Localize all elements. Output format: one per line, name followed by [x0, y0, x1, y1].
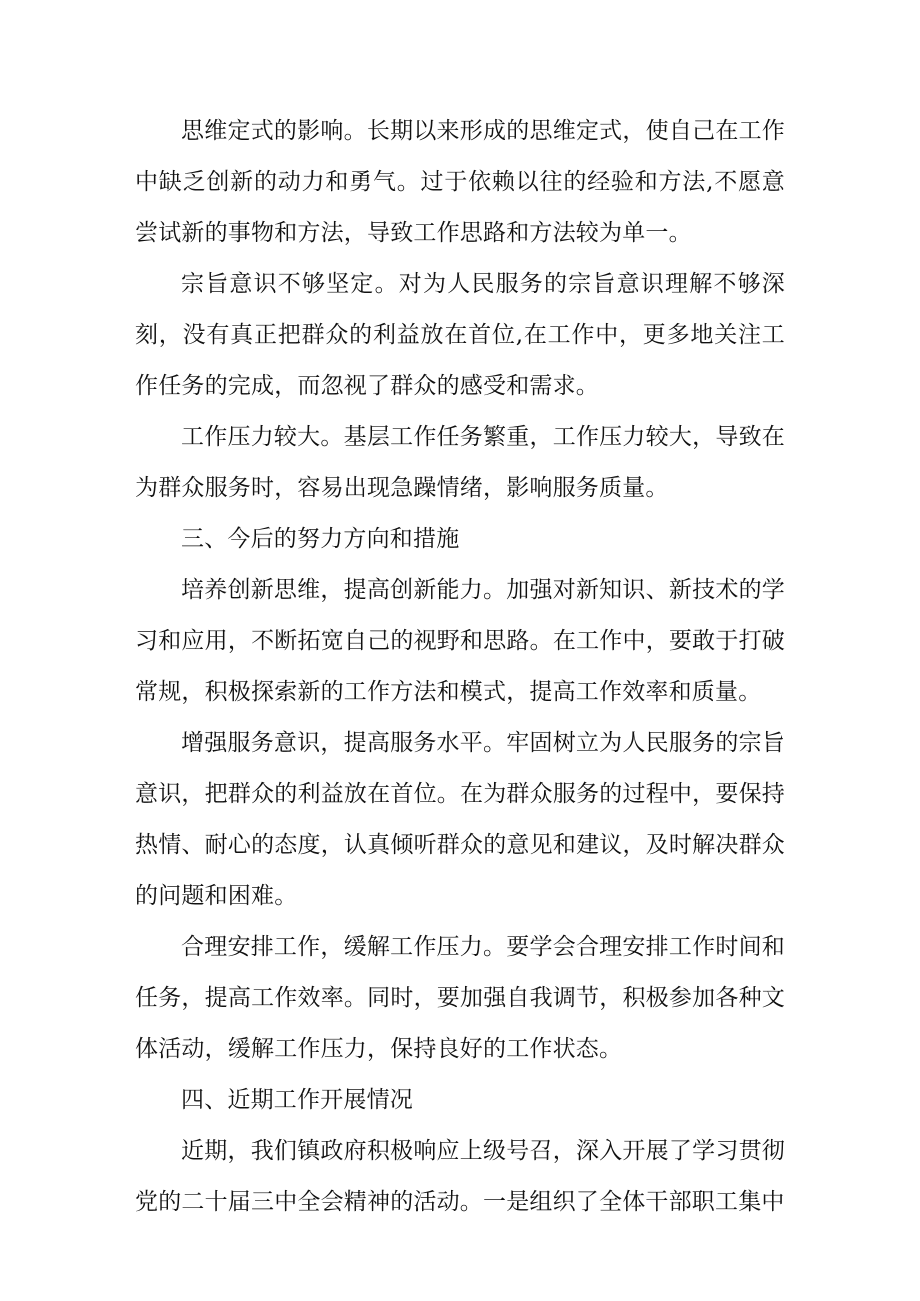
paragraph-recent-work: 近期，我们镇政府积极响应上级号召，深入开展了学习贯彻党的二十届三中全会精神的活动。一是组织了全体干部职工集中 [135, 1138, 785, 1215]
paragraph-work-pressure: 工作压力较大。基层工作任务繁重，工作压力较大，导致在为群众服务时，容易出现急躁情绪，影响服务质量。 [135, 424, 785, 501]
paragraph-innovation: 培养创新思维，提高创新能力。加强对新知识、新技术的学习和应用，不断拓宽自己的视野和思路。在工作中，要敢于打破常规，积极探索新的工作方法和模式，提高工作效率和质量。 [135, 577, 785, 705]
document-body [135, 106, 785, 1228]
paragraph-arrange-work: 合理安排工作，缓解工作压力。要学会合理安排工作时间和任务，提高工作效率。同时，要加强自我调节，积极参加各种文体活动，缓解工作压力，保持良好的工作状态。 [135, 934, 785, 1062]
paragraph-thinking-pattern: 思维定式的影响。长期以来形成的思维定式，使自己在工作中缺乏创新的动力和勇气。过于依赖以往的经验和方法,不愿意尝试新的事物和方法，导致工作思路和方法较为单一。 [135, 118, 785, 246]
paragraph-purpose-awareness: 宗旨意识不够坚定。对为人民服务的宗旨意识理解不够深刻，没有真正把群众的利益放在首位,在工作中，更多地关注工作任务的完成，而忽视了群众的感受和需求。 [135, 271, 785, 399]
section-heading-four: 四、近期工作开展情况 [181, 1087, 413, 1113]
paragraph-service: 增强服务意识，提高服务水平。牢固树立为人民服务的宗旨意识，把群众的利益放在首位。在为群众服务的过程中，要保持热情、耐心的态度，认真倾听群众的意见和建议，及时解决群众的问题和困难。 [135, 730, 785, 909]
section-heading-three: 三、今后的努力方向和措施 [181, 526, 460, 552]
